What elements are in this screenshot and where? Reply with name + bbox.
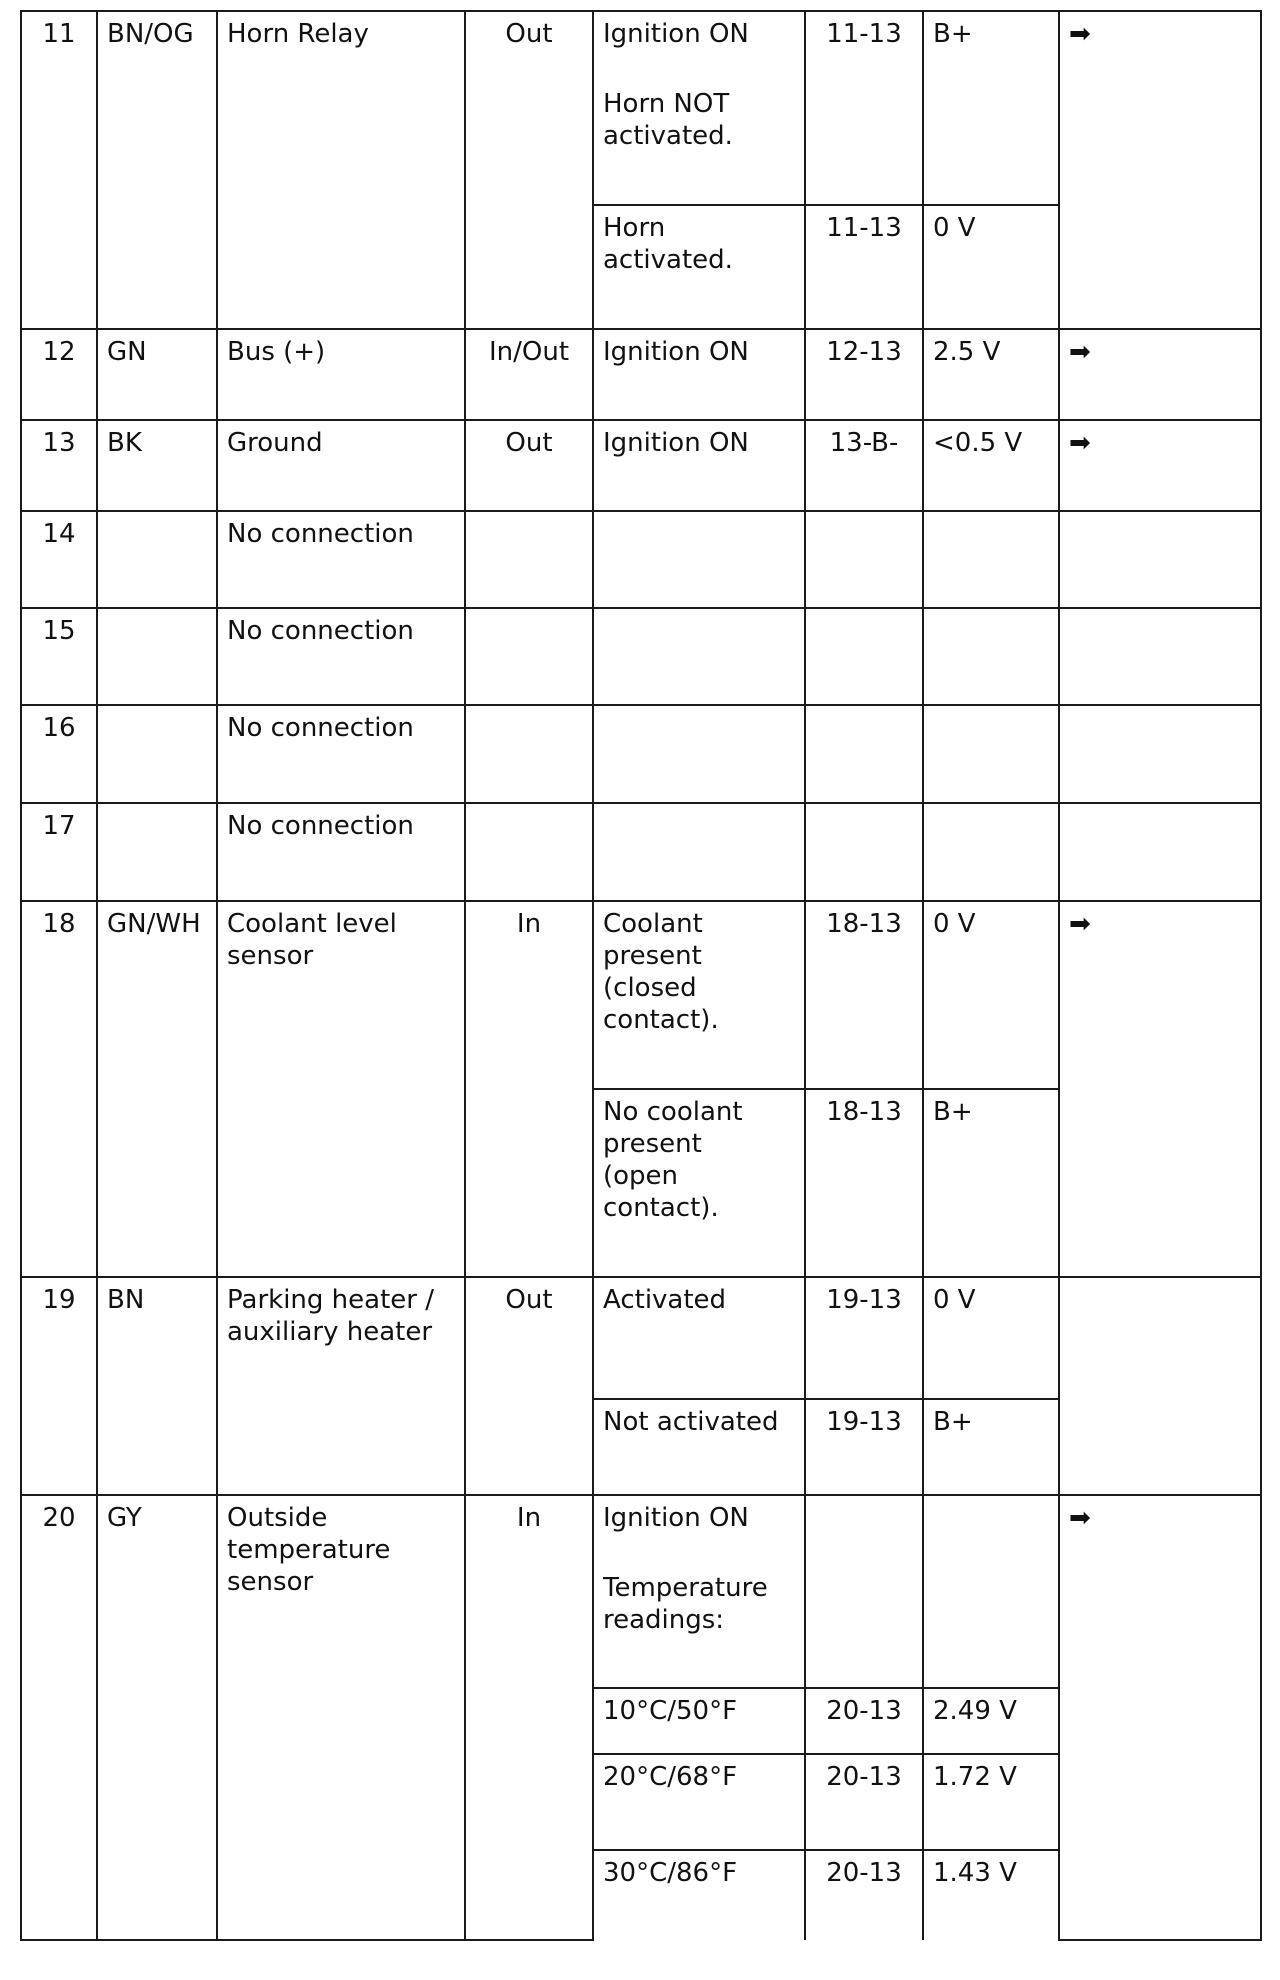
- reference-cell: [1059, 803, 1261, 901]
- nominal-value: B+: [923, 11, 1059, 205]
- condition-line: Horn NOT: [603, 89, 730, 119]
- condition-line: (closed: [603, 973, 697, 1003]
- signal-direction: In: [465, 1495, 593, 1940]
- table-row-pin-18: [21, 901, 1261, 1089]
- right-arrow-icon: ➡: [1069, 1503, 1091, 1533]
- pinout-table: [20, 10, 1262, 1941]
- wire-color: GY: [97, 1495, 217, 1940]
- test-points: [805, 1495, 923, 1688]
- right-arrow-icon: ➡: [1069, 909, 1091, 939]
- wire-color: [97, 803, 217, 901]
- test-condition: [593, 205, 805, 329]
- signal-name-line: temperature: [227, 1535, 391, 1565]
- temperature-reading: 20°C/68°F: [593, 1754, 805, 1850]
- right-arrow-icon: ➡: [1069, 19, 1091, 49]
- pin-number: 17: [21, 803, 97, 901]
- test-points: [805, 705, 923, 803]
- test-condition: [593, 608, 805, 705]
- condition-line: contact).: [603, 1193, 719, 1223]
- test-points: 18-13: [805, 901, 923, 1089]
- nominal-value: B+: [923, 1399, 1059, 1495]
- condition-line: Ignition ON: [603, 19, 749, 49]
- condition-line: activated.: [603, 245, 733, 275]
- nominal-value: 1.72 V: [923, 1754, 1059, 1850]
- nominal-value: 2.49 V: [923, 1688, 1059, 1754]
- wire-color: [97, 705, 217, 803]
- condition-line: contact).: [603, 1005, 719, 1035]
- nominal-value: [923, 1495, 1059, 1688]
- test-condition: [593, 901, 805, 1089]
- test-points: 20-13: [805, 1754, 923, 1850]
- table-row-pin-12: [21, 329, 1261, 420]
- test-condition: Ignition ON: [593, 329, 805, 420]
- reference-cell: [1059, 511, 1261, 608]
- signal-name-line: auxiliary heater: [227, 1317, 433, 1347]
- condition-line: present: [603, 1129, 702, 1159]
- pinout-page: [20, 10, 1260, 1941]
- signal-direction: In: [465, 901, 593, 1277]
- test-points: 19-13: [805, 1399, 923, 1495]
- right-arrow-icon: ➡: [1069, 428, 1091, 458]
- nominal-value: [923, 803, 1059, 901]
- signal-name-line: sensor: [227, 1567, 314, 1597]
- pin-number: 16: [21, 705, 97, 803]
- signal-direction: [465, 705, 593, 803]
- table-row-pin-13: [21, 420, 1261, 511]
- temperature-reading: 30°C/86°F: [593, 1850, 805, 1940]
- condition-line: Horn: [603, 213, 666, 243]
- test-condition: Not activated: [593, 1399, 805, 1495]
- condition-line: readings:: [603, 1605, 725, 1635]
- temperature-reading: 10°C/50°F: [593, 1688, 805, 1754]
- signal-direction: Out: [465, 11, 593, 329]
- test-points: 20-13: [805, 1688, 923, 1754]
- test-condition: [593, 1495, 805, 1688]
- reference-cell: [1059, 705, 1261, 803]
- test-condition: [593, 803, 805, 901]
- test-points: 18-13: [805, 1089, 923, 1277]
- reference-cell: [1059, 608, 1261, 705]
- pin-number: 13: [21, 420, 97, 511]
- test-condition: [593, 705, 805, 803]
- test-points: 20-13: [805, 1850, 923, 1940]
- pin-number: 19: [21, 1277, 97, 1495]
- wire-color: GN: [97, 329, 217, 420]
- nominal-value: [923, 608, 1059, 705]
- reference-cell: [1059, 901, 1261, 1277]
- test-points: [805, 803, 923, 901]
- test-points: [805, 511, 923, 608]
- pin-number: 12: [21, 329, 97, 420]
- reference-cell: [1059, 420, 1261, 511]
- test-points: 12-13: [805, 329, 923, 420]
- signal-direction: Out: [465, 420, 593, 511]
- condition-line: Temperature: [603, 1573, 768, 1603]
- signal-name-line: sensor: [227, 941, 314, 971]
- test-points: 11-13: [805, 11, 923, 205]
- signal-name: [217, 1495, 465, 1940]
- test-condition: [593, 511, 805, 608]
- table-row-pin-17: [21, 803, 1261, 901]
- wire-color: BK: [97, 420, 217, 511]
- reference-cell: [1059, 1277, 1261, 1495]
- condition-line: Coolant: [603, 909, 703, 939]
- test-condition: [593, 1089, 805, 1277]
- pin-number: 18: [21, 901, 97, 1277]
- pin-number: 15: [21, 608, 97, 705]
- table-row-pin-20: [21, 1495, 1261, 1688]
- reference-cell: [1059, 11, 1261, 329]
- test-points: 11-13: [805, 205, 923, 329]
- condition-line: activated.: [603, 121, 733, 151]
- nominal-value: <0.5 V: [923, 420, 1059, 511]
- condition-line: (open: [603, 1161, 679, 1191]
- reference-cell: [1059, 1495, 1261, 1940]
- nominal-value: 0 V: [923, 205, 1059, 329]
- signal-name-line: Coolant level: [227, 909, 397, 939]
- signal-name: Bus (+): [217, 329, 465, 420]
- signal-name: Horn Relay: [217, 11, 465, 329]
- wire-color: [97, 511, 217, 608]
- wire-color: [97, 608, 217, 705]
- wire-color: BN/OG: [97, 11, 217, 329]
- test-condition: [593, 11, 805, 205]
- test-points: 19-13: [805, 1277, 923, 1399]
- pin-number: 11: [21, 11, 97, 329]
- table-row-pin-14: [21, 511, 1261, 608]
- table-row-pin-11: [21, 11, 1261, 205]
- signal-name-line: Outside: [227, 1503, 328, 1533]
- table-row-pin-16: [21, 705, 1261, 803]
- pin-number: 14: [21, 511, 97, 608]
- nominal-value: 1.43 V: [923, 1850, 1059, 1940]
- signal-name: No connection: [217, 705, 465, 803]
- signal-direction: [465, 803, 593, 901]
- signal-name: [217, 1277, 465, 1495]
- signal-name: [217, 901, 465, 1277]
- signal-name: No connection: [217, 608, 465, 705]
- signal-name: No connection: [217, 803, 465, 901]
- test-condition: Ignition ON: [593, 420, 805, 511]
- table-row-pin-15: [21, 608, 1261, 705]
- signal-name-line: Parking heater /: [227, 1285, 434, 1315]
- signal-name: No connection: [217, 511, 465, 608]
- wire-color: GN/WH: [97, 901, 217, 1277]
- pin-number: 20: [21, 1495, 97, 1940]
- wire-color: BN: [97, 1277, 217, 1495]
- reference-cell: [1059, 329, 1261, 420]
- test-points: 13-B-: [805, 420, 923, 511]
- signal-direction: Out: [465, 1277, 593, 1495]
- test-points: [805, 608, 923, 705]
- nominal-value: 0 V: [923, 901, 1059, 1089]
- condition-line: Ignition ON: [603, 1503, 749, 1533]
- signal-direction: In/Out: [465, 329, 593, 420]
- table-row-pin-19: [21, 1277, 1261, 1399]
- signal-direction: [465, 511, 593, 608]
- condition-line: present: [603, 941, 702, 971]
- right-arrow-icon: ➡: [1069, 337, 1091, 367]
- nominal-value: B+: [923, 1089, 1059, 1277]
- signal-direction: [465, 608, 593, 705]
- nominal-value: [923, 705, 1059, 803]
- nominal-value: 0 V: [923, 1277, 1059, 1399]
- signal-name: Ground: [217, 420, 465, 511]
- nominal-value: 2.5 V: [923, 329, 1059, 420]
- condition-line: No coolant: [603, 1097, 743, 1127]
- nominal-value: [923, 511, 1059, 608]
- test-condition: Activated: [593, 1277, 805, 1399]
